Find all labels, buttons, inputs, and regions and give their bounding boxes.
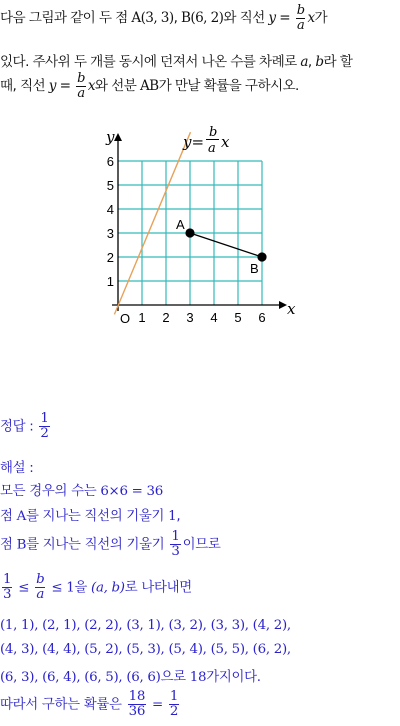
- svg-text:x: x: [221, 133, 230, 151]
- svg-text:b: b: [209, 125, 218, 140]
- point-b-label: B: [250, 261, 259, 276]
- solution-line-3: 점 B를 지나는 직선의 기울기 $\frac{1}{3}$ 이므로: [0, 529, 221, 560]
- solution-title: 해설 :: [0, 461, 34, 476]
- solution-pairs-line-3: (6, 3), (6, 4), (6, 5), (6, 6)으로 18가지이다.: [0, 670, 261, 685]
- y-axis-arrow: [114, 133, 122, 141]
- answer-line: 정답 : $\frac{1}{2}$: [0, 411, 49, 442]
- x-tick-label: 1: [138, 310, 146, 325]
- point-a-coord: A(3, 3): [131, 10, 174, 27]
- point-b: [257, 252, 266, 261]
- svg-text:y=: y=: [183, 133, 205, 151]
- solution-line-1: 모든 경우의 수는 6×6 = 36: [0, 484, 163, 499]
- solution-line-4: $\frac{1}{3}$ ≤ $\frac{b}{a}$ ≤ 1을 (a, b)로 나타내면: [3, 572, 192, 603]
- solution-pairs-line-2: (4, 3), (4, 4), (5, 2), (5, 3), (5, 4), (5, 5), (6, 2),: [0, 642, 291, 657]
- probability-fraction-1-2: $\frac{1}{2}$: [169, 689, 179, 720]
- solution-line-2: 점 A를 지나는 직선의 기울기 1,: [0, 509, 181, 524]
- segment-ab: [190, 233, 262, 257]
- svg-text:a: a: [208, 141, 216, 156]
- x-axis-arrow: [279, 301, 287, 309]
- x-tick-label: 2: [162, 310, 170, 325]
- origin-label: O: [120, 311, 131, 326]
- slope-b-fraction: $\frac{1}{3}$: [171, 529, 180, 560]
- inequality-lower-fraction: $\frac{1}{3}$: [3, 572, 12, 603]
- question-line-3: 때, 직선 y = $\frac{b}{a}$ x와 선분 AB가 만날 확률을 구하시오.: [0, 71, 299, 101]
- y-tick-label: 2: [106, 250, 114, 265]
- y-tick-label: 3: [106, 226, 114, 241]
- y-axis-label: y: [106, 128, 115, 146]
- y-tick-labels: [107, 154, 114, 289]
- coordinate-graph: [95, 125, 310, 330]
- fraction-b-over-a: $\frac{b}{a}$: [77, 71, 85, 101]
- x-tick-label: 4: [210, 310, 218, 325]
- probability-fraction-18-36: $\frac{18}{36}$: [128, 689, 146, 720]
- y-tick-label: 1: [106, 274, 114, 289]
- fraction-b-over-a: $\frac{b}{a}$: [296, 3, 305, 33]
- x-axis-label: x: [287, 300, 296, 318]
- question-line-2: 있다. 주사위 두 개를 동시에 던져서 나온 수를 차례로 a, b라 할: [0, 54, 353, 70]
- point-a-label: A: [176, 217, 185, 232]
- solution-line-final: 따라서 구하는 확률은 $\frac{18}{36}$ = $\frac{1}{2}$: [0, 689, 179, 720]
- y-tick-label: 5: [106, 178, 114, 193]
- line-equation-label: [182, 125, 230, 156]
- point-a: [185, 228, 194, 237]
- x-tick-labels: [138, 310, 265, 325]
- inequality-b-over-a: $\frac{b}{a}$: [36, 572, 45, 603]
- question-line-1: 다음 그림과 같이 두 점 A(3, 3), B(6, 2)와 직선 y = $\frac{b}{a}$ x가: [0, 3, 328, 33]
- point-b-coord: B(6, 2): [181, 10, 224, 27]
- answer-fraction: $\frac{1}{2}$: [40, 411, 49, 442]
- x-tick-label: 6: [258, 310, 266, 325]
- y-tick-label: 4: [106, 202, 114, 217]
- y-tick-label: 6: [106, 154, 114, 169]
- solution-pairs-line-1: (1, 1), (2, 1), (2, 2), (3, 1), (3, 2), (3, 3), (4, 2),: [0, 618, 291, 633]
- x-tick-label: 5: [234, 310, 242, 325]
- x-tick-label: 3: [186, 310, 194, 325]
